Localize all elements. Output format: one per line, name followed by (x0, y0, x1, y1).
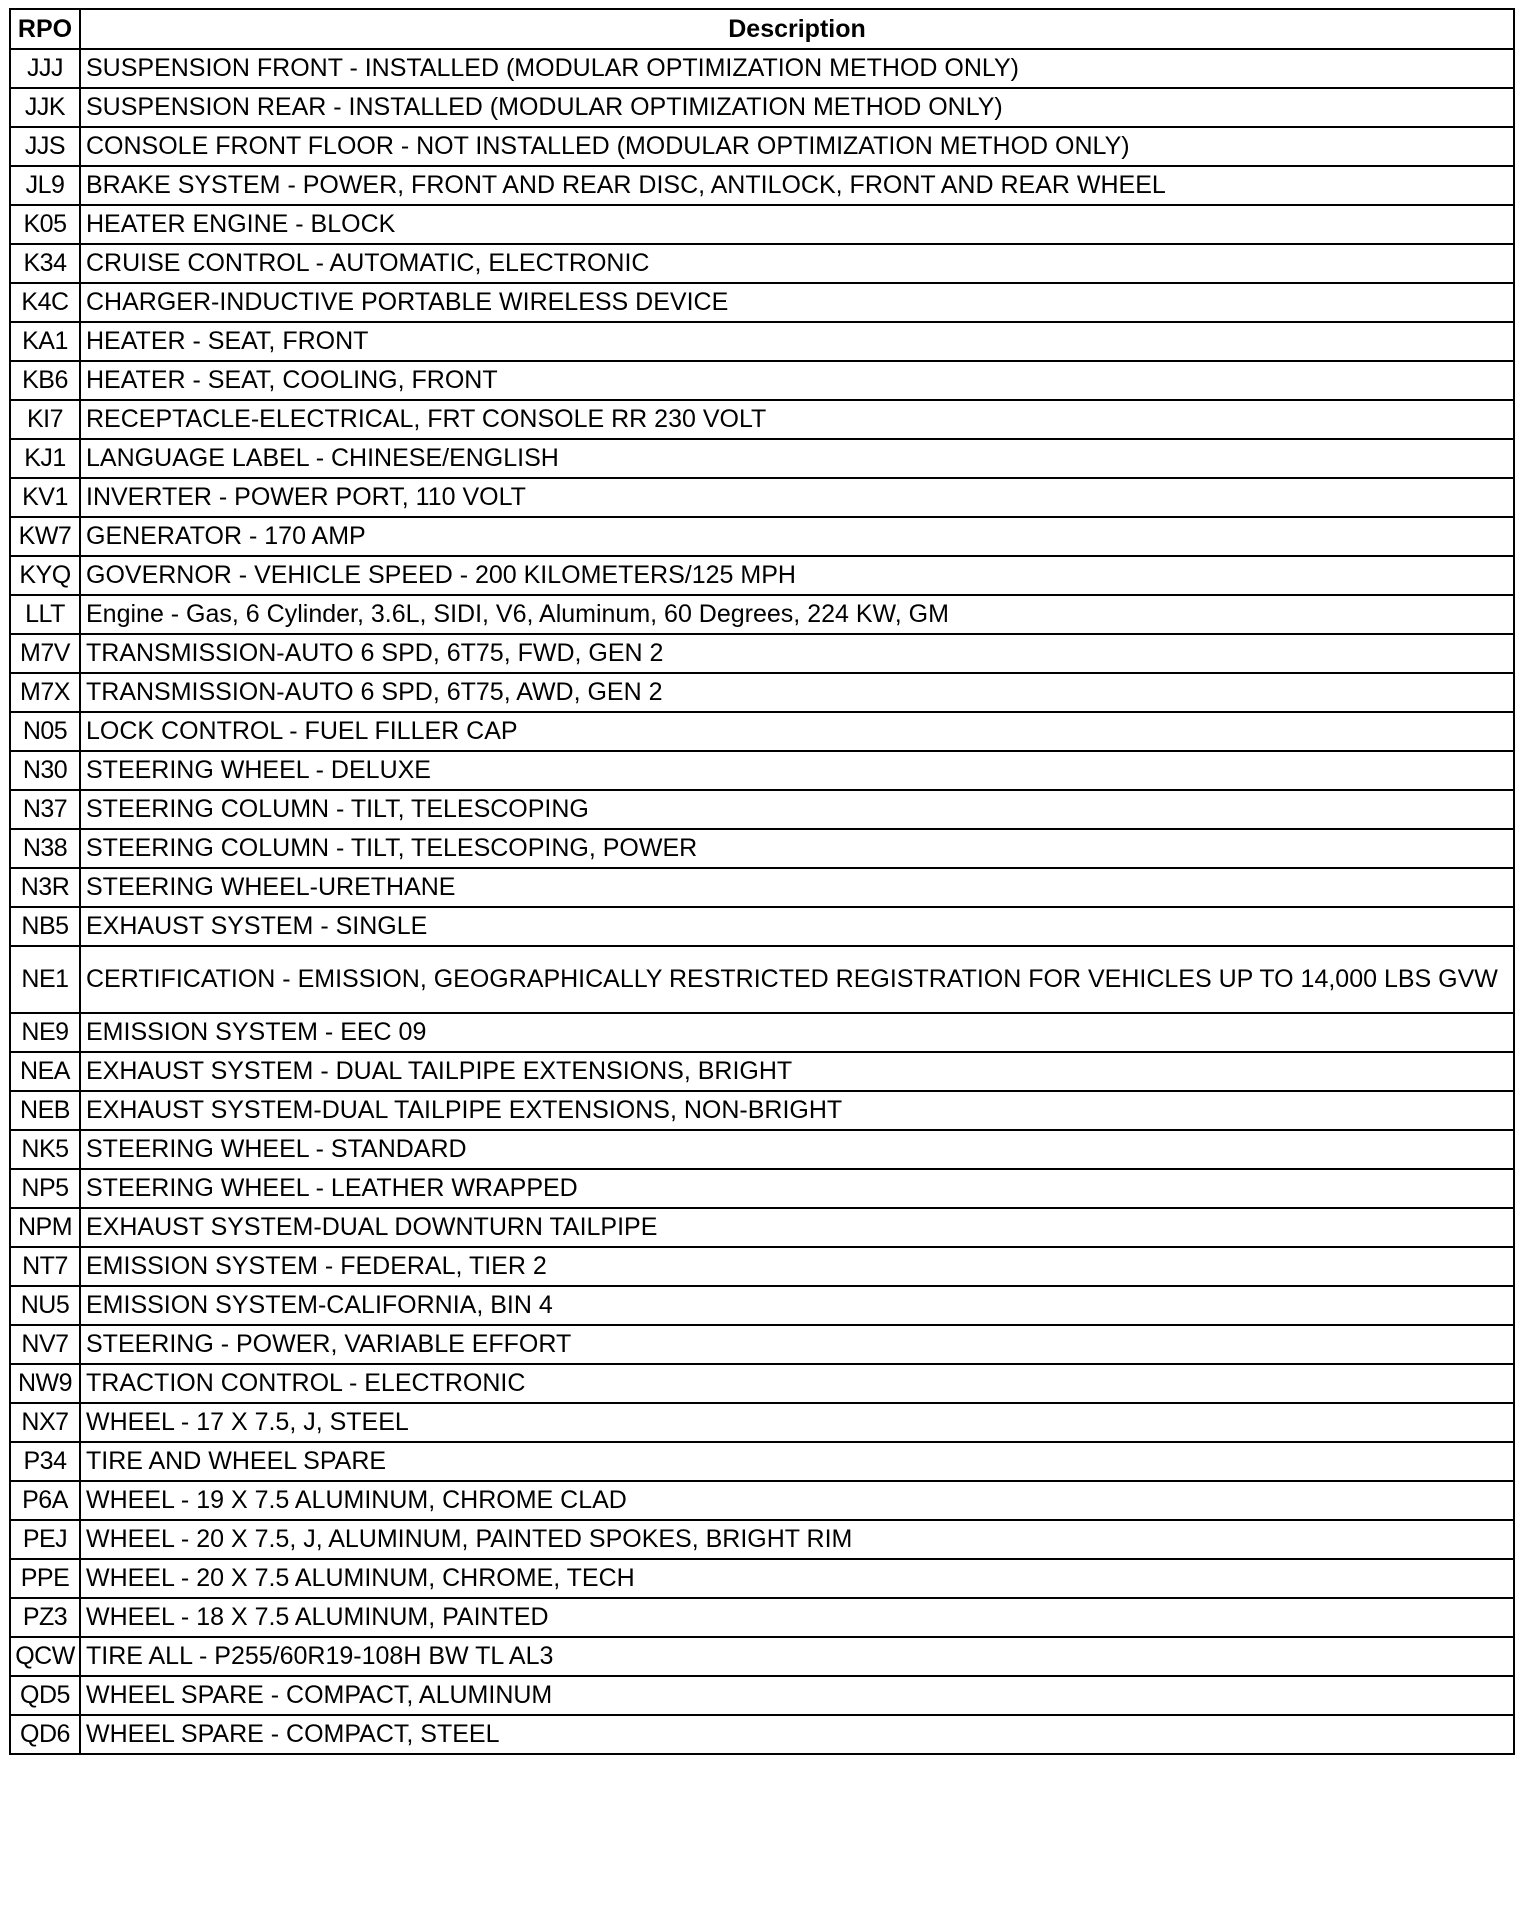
description-cell: SUSPENSION REAR - INSTALLED (MODULAR OPTIMIZATION METHOD ONLY) (80, 88, 1514, 127)
description-cell: HEATER - SEAT, FRONT (80, 322, 1514, 361)
table-row (10, 907, 1514, 946)
description-cell: STEERING - POWER, VARIABLE EFFORT (80, 1325, 1514, 1364)
table-row (10, 322, 1514, 361)
rpo-code-cell: KI7 (10, 400, 80, 439)
table-row (10, 1481, 1514, 1520)
description-cell: EMISSION SYSTEM - EEC 09 (80, 1013, 1514, 1052)
description-cell: EXHAUST SYSTEM-DUAL TAILPIPE EXTENSIONS, NON-BRIGHT (80, 1091, 1514, 1130)
description-column-header: Description (80, 9, 1514, 49)
table-row (10, 88, 1514, 127)
table-row (10, 1247, 1514, 1286)
description-cell: CERTIFICATION - EMISSION, GEOGRAPHICALLY RESTRICTED REGISTRATION FOR VEHICLES UP TO 14,000 LBS GVW (80, 946, 1514, 1013)
rpo-code-cell: NK5 (10, 1130, 80, 1169)
rpo-code-cell: M7X (10, 673, 80, 712)
description-cell: WHEEL - 17 X 7.5, J, STEEL (80, 1403, 1514, 1442)
description-cell: STEERING WHEEL-URETHANE (80, 868, 1514, 907)
description-cell: WHEEL - 20 X 7.5, J, ALUMINUM, PAINTED SPOKES, BRIGHT RIM (80, 1520, 1514, 1559)
table-row (10, 439, 1514, 478)
table-row (10, 1169, 1514, 1208)
rpo-code-cell: JL9 (10, 166, 80, 205)
rpo-code-cell: PEJ (10, 1520, 80, 1559)
table-row (10, 400, 1514, 439)
rpo-code-cell: KA1 (10, 322, 80, 361)
table-row (10, 1325, 1514, 1364)
table-body (10, 49, 1514, 1754)
rpo-code-cell: NU5 (10, 1286, 80, 1325)
description-cell: CRUISE CONTROL - AUTOMATIC, ELECTRONIC (80, 244, 1514, 283)
rpo-code-cell: JJS (10, 127, 80, 166)
rpo-code-cell: NP5 (10, 1169, 80, 1208)
description-cell: EXHAUST SYSTEM - SINGLE (80, 907, 1514, 946)
rpo-code-cell: N37 (10, 790, 80, 829)
table-row (10, 790, 1514, 829)
table-header (10, 9, 1514, 49)
rpo-code-cell: K34 (10, 244, 80, 283)
table-row (10, 946, 1514, 1013)
description-cell: STEERING WHEEL - DELUXE (80, 751, 1514, 790)
rpo-code-cell: NB5 (10, 907, 80, 946)
rpo-code-cell: KV1 (10, 478, 80, 517)
description-cell: CHARGER-INDUCTIVE PORTABLE WIRELESS DEVICE (80, 283, 1514, 322)
description-cell: GENERATOR - 170 AMP (80, 517, 1514, 556)
rpo-code-cell: PPE (10, 1559, 80, 1598)
rpo-code-cell: QD6 (10, 1715, 80, 1754)
table-row (10, 829, 1514, 868)
rpo-code-cell: NE9 (10, 1013, 80, 1052)
table-row (10, 166, 1514, 205)
rpo-code-cell: QCW (10, 1637, 80, 1676)
rpo-table (9, 8, 1515, 1755)
rpo-code-cell: PZ3 (10, 1598, 80, 1637)
description-cell: WHEEL SPARE - COMPACT, ALUMINUM (80, 1676, 1514, 1715)
description-cell: LANGUAGE LABEL - CHINESE/ENGLISH (80, 439, 1514, 478)
description-cell: WHEEL - 19 X 7.5 ALUMINUM, CHROME CLAD (80, 1481, 1514, 1520)
table-row (10, 1364, 1514, 1403)
description-cell: GOVERNOR - VEHICLE SPEED - 200 KILOMETERS/125 MPH (80, 556, 1514, 595)
table-row (10, 1091, 1514, 1130)
rpo-code-cell: N38 (10, 829, 80, 868)
rpo-code-cell: QD5 (10, 1676, 80, 1715)
table-row (10, 478, 1514, 517)
rpo-code-cell: N05 (10, 712, 80, 751)
description-cell: WHEEL SPARE - COMPACT, STEEL (80, 1715, 1514, 1754)
table-row (10, 634, 1514, 673)
description-cell: EXHAUST SYSTEM-DUAL DOWNTURN TAILPIPE (80, 1208, 1514, 1247)
description-cell: STEERING COLUMN - TILT, TELESCOPING (80, 790, 1514, 829)
rpo-code-cell: NV7 (10, 1325, 80, 1364)
table-row (10, 1208, 1514, 1247)
table-row (10, 127, 1514, 166)
description-cell: EMISSION SYSTEM-CALIFORNIA, BIN 4 (80, 1286, 1514, 1325)
rpo-code-cell: NW9 (10, 1364, 80, 1403)
rpo-code-cell: NEA (10, 1052, 80, 1091)
description-cell: TIRE AND WHEEL SPARE (80, 1442, 1514, 1481)
rpo-code-cell: KJ1 (10, 439, 80, 478)
description-cell: INVERTER - POWER PORT, 110 VOLT (80, 478, 1514, 517)
description-cell: WHEEL - 18 X 7.5 ALUMINUM, PAINTED (80, 1598, 1514, 1637)
description-cell: TIRE ALL - P255/60R19-108H BW TL AL3 (80, 1637, 1514, 1676)
table-row (10, 595, 1514, 634)
table-row (10, 1598, 1514, 1637)
table-row (10, 361, 1514, 400)
description-cell: HEATER - SEAT, COOLING, FRONT (80, 361, 1514, 400)
table-row (10, 1403, 1514, 1442)
table-row (10, 283, 1514, 322)
rpo-code-cell: N3R (10, 868, 80, 907)
table-row (10, 673, 1514, 712)
table-row (10, 517, 1514, 556)
rpo-code-cell: K05 (10, 205, 80, 244)
description-cell: EMISSION SYSTEM - FEDERAL, TIER 2 (80, 1247, 1514, 1286)
table-row (10, 1559, 1514, 1598)
table-row (10, 556, 1514, 595)
rpo-column-header: RPO (10, 9, 80, 49)
rpo-code-cell: M7V (10, 634, 80, 673)
table-row (10, 1052, 1514, 1091)
table-row (10, 868, 1514, 907)
description-cell: EXHAUST SYSTEM - DUAL TAILPIPE EXTENSIONS, BRIGHT (80, 1052, 1514, 1091)
rpo-code-cell: P34 (10, 1442, 80, 1481)
rpo-code-cell: NE1 (10, 946, 80, 1013)
description-cell: LOCK CONTROL - FUEL FILLER CAP (80, 712, 1514, 751)
table-row (10, 49, 1514, 88)
table-row (10, 751, 1514, 790)
description-cell: TRANSMISSION-AUTO 6 SPD, 6T75, AWD, GEN 2 (80, 673, 1514, 712)
description-cell: TRANSMISSION-AUTO 6 SPD, 6T75, FWD, GEN 2 (80, 634, 1514, 673)
table-row (10, 1676, 1514, 1715)
rpo-code-cell: NPM (10, 1208, 80, 1247)
description-cell: TRACTION CONTROL - ELECTRONIC (80, 1364, 1514, 1403)
description-cell: Engine - Gas, 6 Cylinder, 3.6L, SIDI, V6, Aluminum, 60 Degrees, 224 KW, GM (80, 595, 1514, 634)
table-row (10, 1637, 1514, 1676)
table-row (10, 1520, 1514, 1559)
rpo-code-cell: JJJ (10, 49, 80, 88)
table-row (10, 712, 1514, 751)
table-row (10, 1013, 1514, 1052)
rpo-code-cell: NX7 (10, 1403, 80, 1442)
description-cell: HEATER ENGINE - BLOCK (80, 205, 1514, 244)
rpo-code-cell: LLT (10, 595, 80, 634)
rpo-code-cell: JJK (10, 88, 80, 127)
table-row (10, 1715, 1514, 1754)
rpo-code-cell: P6A (10, 1481, 80, 1520)
rpo-code-cell: NT7 (10, 1247, 80, 1286)
description-cell: BRAKE SYSTEM - POWER, FRONT AND REAR DISC, ANTILOCK, FRONT AND REAR WHEEL (80, 166, 1514, 205)
rpo-code-cell: KW7 (10, 517, 80, 556)
rpo-code-cell: N30 (10, 751, 80, 790)
description-cell: STEERING COLUMN - TILT, TELESCOPING, POWER (80, 829, 1514, 868)
rpo-code-cell: KB6 (10, 361, 80, 400)
rpo-code-cell: NEB (10, 1091, 80, 1130)
table-row (10, 244, 1514, 283)
rpo-code-cell: K4C (10, 283, 80, 322)
header-row (10, 9, 1514, 49)
description-cell: RECEPTACLE-ELECTRICAL, FRT CONSOLE RR 230 VOLT (80, 400, 1514, 439)
description-cell: CONSOLE FRONT FLOOR - NOT INSTALLED (MODULAR OPTIMIZATION METHOD ONLY) (80, 127, 1514, 166)
description-cell: STEERING WHEEL - STANDARD (80, 1130, 1514, 1169)
description-cell: SUSPENSION FRONT - INSTALLED (MODULAR OPTIMIZATION METHOD ONLY) (80, 49, 1514, 88)
description-cell: STEERING WHEEL - LEATHER WRAPPED (80, 1169, 1514, 1208)
description-cell: WHEEL - 20 X 7.5 ALUMINUM, CHROME, TECH (80, 1559, 1514, 1598)
table-row (10, 1442, 1514, 1481)
table-row (10, 1130, 1514, 1169)
table-row (10, 205, 1514, 244)
table-row (10, 1286, 1514, 1325)
rpo-code-cell: KYQ (10, 556, 80, 595)
